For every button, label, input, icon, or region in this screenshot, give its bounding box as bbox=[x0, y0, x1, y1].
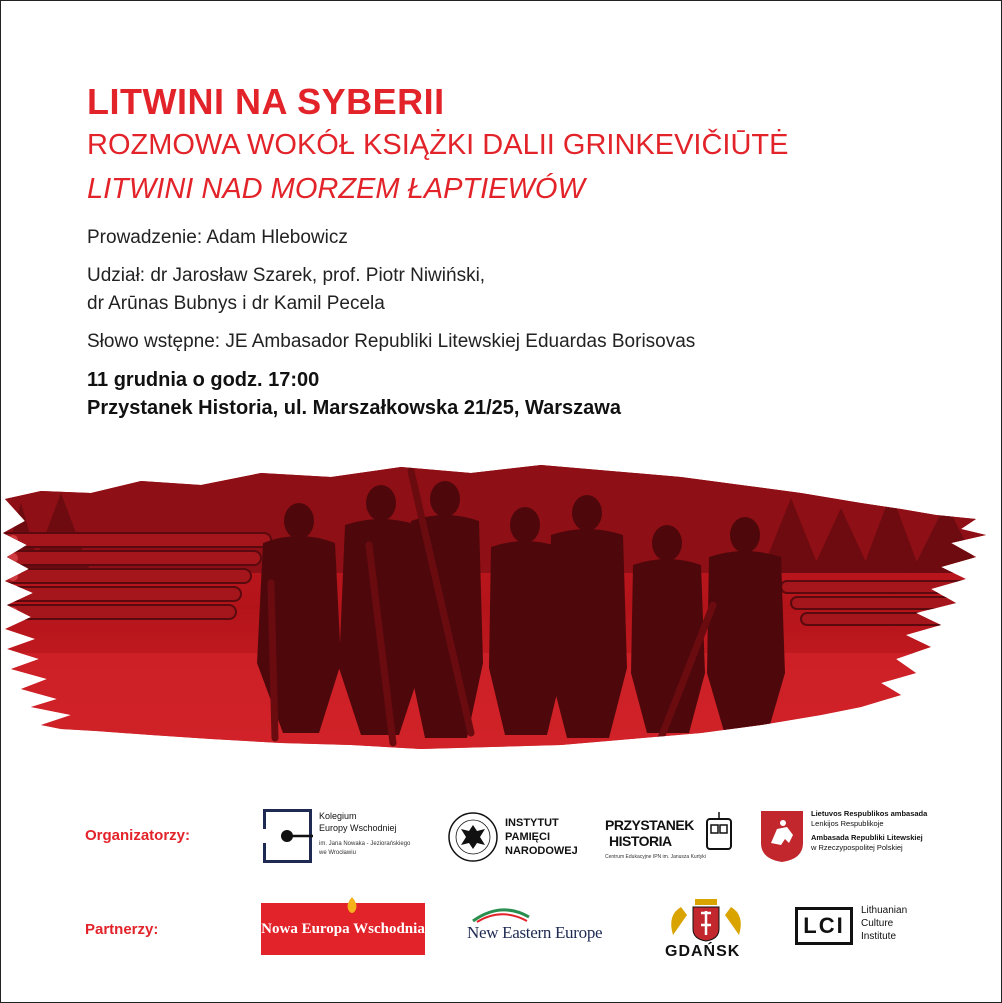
ph-line-1: PRZYSTANEK bbox=[605, 817, 694, 833]
ipn-logo bbox=[447, 809, 587, 865]
lithuanian-culture-institute-logo bbox=[795, 905, 925, 949]
organizers-label: Organizatorzy: bbox=[85, 827, 191, 844]
lci-mark: LCI bbox=[795, 907, 853, 945]
participants-line-1: Udział: dr Jarosław Szarek, prof. Piotr Niwiński, bbox=[87, 265, 486, 286]
gdansk-coat-of-arms-icon bbox=[663, 895, 749, 943]
intro-line: Słowo wstępne: JE Ambasador Republiki Litewskiej Eduardas Borisovas bbox=[87, 331, 696, 352]
flame-icon bbox=[345, 897, 359, 915]
gdansk-logo bbox=[663, 895, 749, 963]
lci-line-3: Institute bbox=[861, 931, 897, 942]
event-venue: Przystanek Historia, ul. Marszałkowska 21/25, Warszawa bbox=[87, 397, 621, 419]
new-eastern-europe-logo bbox=[467, 905, 627, 955]
gdansk-text: GDAŃSK bbox=[665, 943, 741, 960]
lithuanian-embassy-logo bbox=[759, 809, 939, 865]
historical-photo-brushstroke bbox=[1, 463, 1002, 753]
event-title: LITWINI NA SYBERII bbox=[87, 81, 445, 122]
kew-line-1: Kolegium bbox=[319, 811, 357, 821]
ph-line-3: Centrum Edukacyjne IPN im. Janusza Kurtyki bbox=[605, 854, 706, 860]
partners-label: Partnerzy: bbox=[85, 921, 159, 938]
amb-line-2: Lenkijos Respublikoje bbox=[811, 819, 884, 828]
swoosh-icon bbox=[471, 905, 531, 923]
vytis-shield-icon bbox=[759, 809, 805, 863]
ipn-line-1: INSTYTUT bbox=[505, 817, 559, 829]
lci-line-2: Culture bbox=[861, 918, 894, 929]
przystanek-historia-logo bbox=[605, 809, 741, 865]
kolegium-europy-wschodniej-logo bbox=[263, 809, 433, 865]
amb-line-1: Lietuvos Respublikos ambasada bbox=[811, 809, 928, 818]
host-line: Prowadzenie: Adam Hlebowicz bbox=[87, 227, 348, 248]
nowa-europa-wschodnia-text: Nowa Europa Wschodnia bbox=[261, 921, 425, 937]
book-title: LITWINI NAD MORZEM ŁAPTIEWÓW bbox=[87, 173, 585, 205]
amb-line-3: Ambasada Republiki Litewskiej bbox=[811, 833, 923, 842]
ipn-line-3: NARODOWEJ bbox=[505, 845, 578, 857]
kew-line-3: im. Jana Nowaka - Jeziorańskiego bbox=[319, 841, 411, 847]
event-date: 11 grudnia o godz. 17:00 bbox=[87, 369, 320, 391]
event-subtitle: ROZMOWA WOKÓŁ KSIĄŻKI DALII GRINKEVIČIŪTĖ bbox=[87, 129, 789, 161]
kew-line-2: Europy Wschodniej bbox=[319, 823, 397, 833]
amb-line-4: w Rzeczypospolitej Polskiej bbox=[811, 843, 903, 852]
participants-line-2: dr Arūnas Bubnys i dr Kamil Pecela bbox=[87, 293, 385, 314]
ipn-line-2: PAMIĘCI bbox=[505, 831, 551, 843]
nowa-europa-wschodnia-logo bbox=[261, 903, 425, 955]
tram-icon bbox=[701, 811, 737, 851]
new-eastern-europe-text: New Eastern Europe bbox=[467, 923, 603, 942]
kew-line-4: we Wrocławiu bbox=[319, 850, 356, 856]
ph-line-2: HISTORIA bbox=[609, 833, 672, 849]
lci-line-1: Lithuanian bbox=[861, 905, 908, 916]
